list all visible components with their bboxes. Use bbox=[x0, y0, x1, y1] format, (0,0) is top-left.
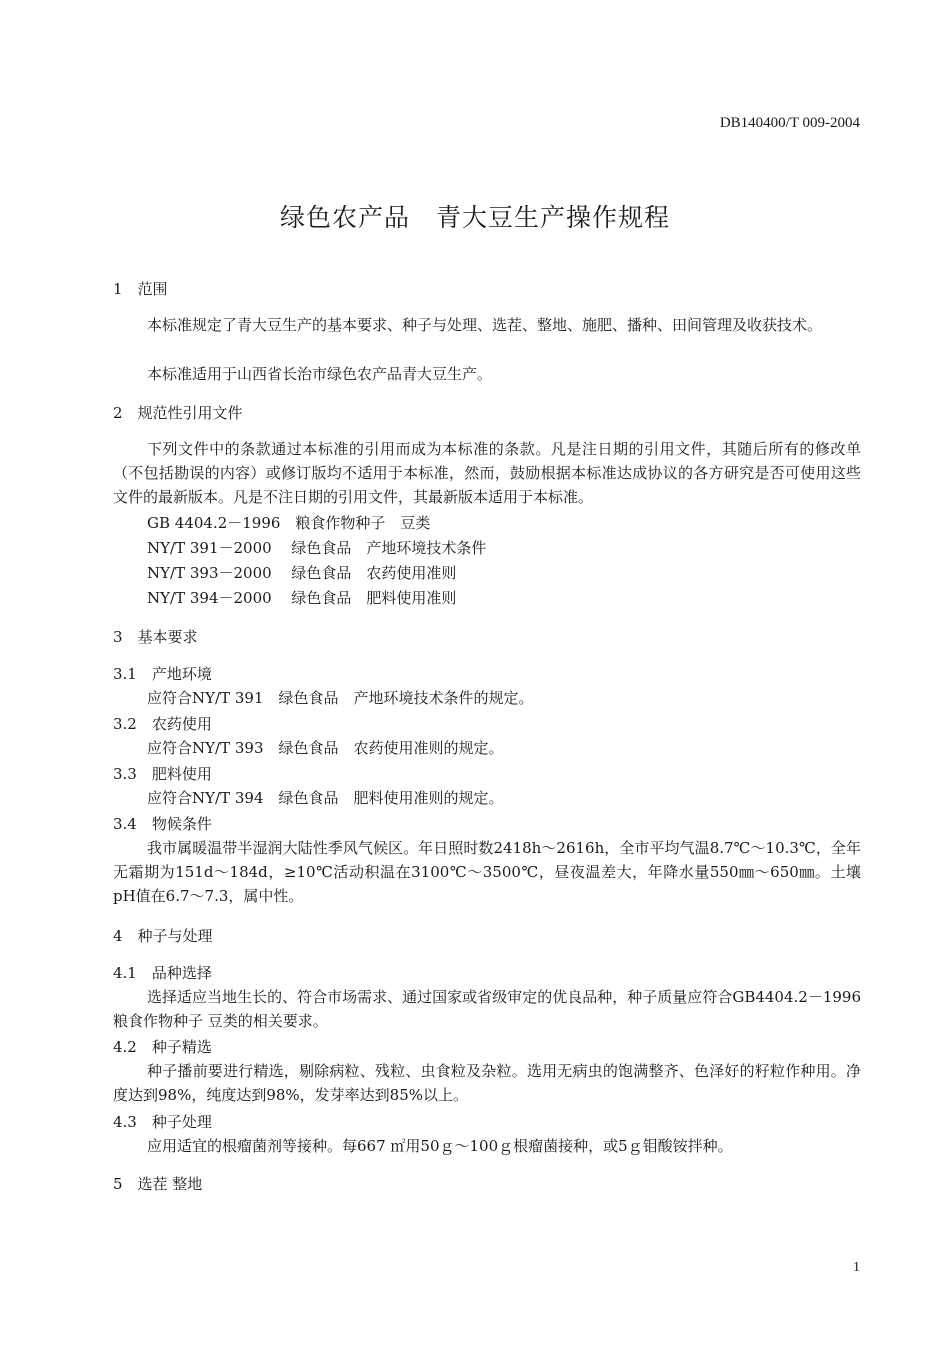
section-1-paragraph-1: 本标准规定了青大豆生产的基本要求、种子与处理、选茬、整地、施肥、播种、田间管理及收获技术。 bbox=[147, 316, 823, 334]
page-number: 1 bbox=[853, 1260, 860, 1275]
reference-item: GB 4404.2－1996 粮食作物种子 豆类 bbox=[147, 514, 431, 532]
section-4-1-heading: 4.1 品种选择 bbox=[113, 964, 212, 982]
section-4-2-heading: 4.2 种子精选 bbox=[113, 1038, 212, 1056]
reference-item: NY/T 394－2000 绿色食品 肥料使用准则 bbox=[147, 589, 457, 607]
section-3-2-heading: 3.2 农药使用 bbox=[113, 715, 212, 733]
section-2-heading: 2 规范性引用文件 bbox=[113, 404, 243, 422]
section-3-4-heading: 3.4 物候条件 bbox=[113, 815, 212, 833]
section-4-heading: 4 种子与处理 bbox=[113, 927, 213, 945]
section-5-heading: 5 选茬 整地 bbox=[113, 1175, 203, 1193]
document-number: DB140400/T 009-2004 bbox=[719, 115, 860, 131]
section-3-3-heading: 3.3 肥料使用 bbox=[113, 765, 212, 783]
reference-item: NY/T 393－2000 绿色食品 农药使用准则 bbox=[147, 564, 457, 582]
section-4-3-text: 应用适宜的根瘤菌剂等接种。每667 ㎡用50ｇ～100ｇ根瘤菌接种，或5ｇ钼酸铵拌种。 bbox=[147, 1137, 733, 1155]
section-4-3-heading: 4.3 种子处理 bbox=[113, 1113, 212, 1131]
section-3-heading: 3 基本要求 bbox=[113, 628, 198, 646]
section-3-1-heading: 3.1 产地环境 bbox=[113, 665, 212, 683]
document-title: 绿色农产品 青大豆生产操作规程 bbox=[279, 203, 670, 232]
section-3-2-text: 应符合NY/T 393 绿色食品 农药使用准则的规定。 bbox=[147, 739, 504, 757]
section-3-3-text: 应符合NY/T 394 绿色食品 肥料使用准则的规定。 bbox=[147, 789, 504, 807]
reference-item: NY/T 391－2000 绿色食品 产地环境技术条件 bbox=[147, 539, 487, 557]
section-4-2-text: 种子播前要进行精选，剔除病粒、残粒、虫食粒及杂粒。选用无病虫的饱满整齐、色泽好的籽粒作种用。净度达到98%，纯度达到98%，发芽率达到85%以上。 bbox=[113, 1062, 861, 1104]
section-3-1-text: 应符合NY/T 391 绿色食品 产地环境技术条件的规定。 bbox=[147, 689, 534, 707]
section-3-4-text: 我市属暖温带半湿润大陆性季风气候区。年日照时数2418h～2616h，全市平均气温8.7℃～10.3℃，全年无霜期为151d～184d，≥10℃活动积温在3100℃～3500℃，昼夜温差大，年降水量550㎜～650㎜。土壤pH值在6.7～7.3，属中性。 bbox=[113, 839, 861, 905]
section-1-paragraph-2: 本标准适用于山西省长治市绿色农产品青大豆生产。 bbox=[147, 365, 493, 383]
section-1-heading: 1 范围 bbox=[113, 280, 168, 298]
section-4-1-text: 选择适应当地生长的、符合市场需求、通过国家或省级审定的优良品种，种子质量应符合GB4404.2－1996 粮食作物种子 豆类的相关要求。 bbox=[113, 988, 861, 1030]
section-2-paragraph: 下列文件中的条款通过本标准的引用而成为本标准的条款。凡是注日期的引用文件，其随后所有的修改单（不包括勘误的内容）或修订版均不适用于本标准，然而，鼓励根据本标准达成协议的各方研究是否可使用这些文件的最新版本。凡是不注日期的引用文件，其最新版本适用于本标准。 bbox=[113, 440, 861, 506]
